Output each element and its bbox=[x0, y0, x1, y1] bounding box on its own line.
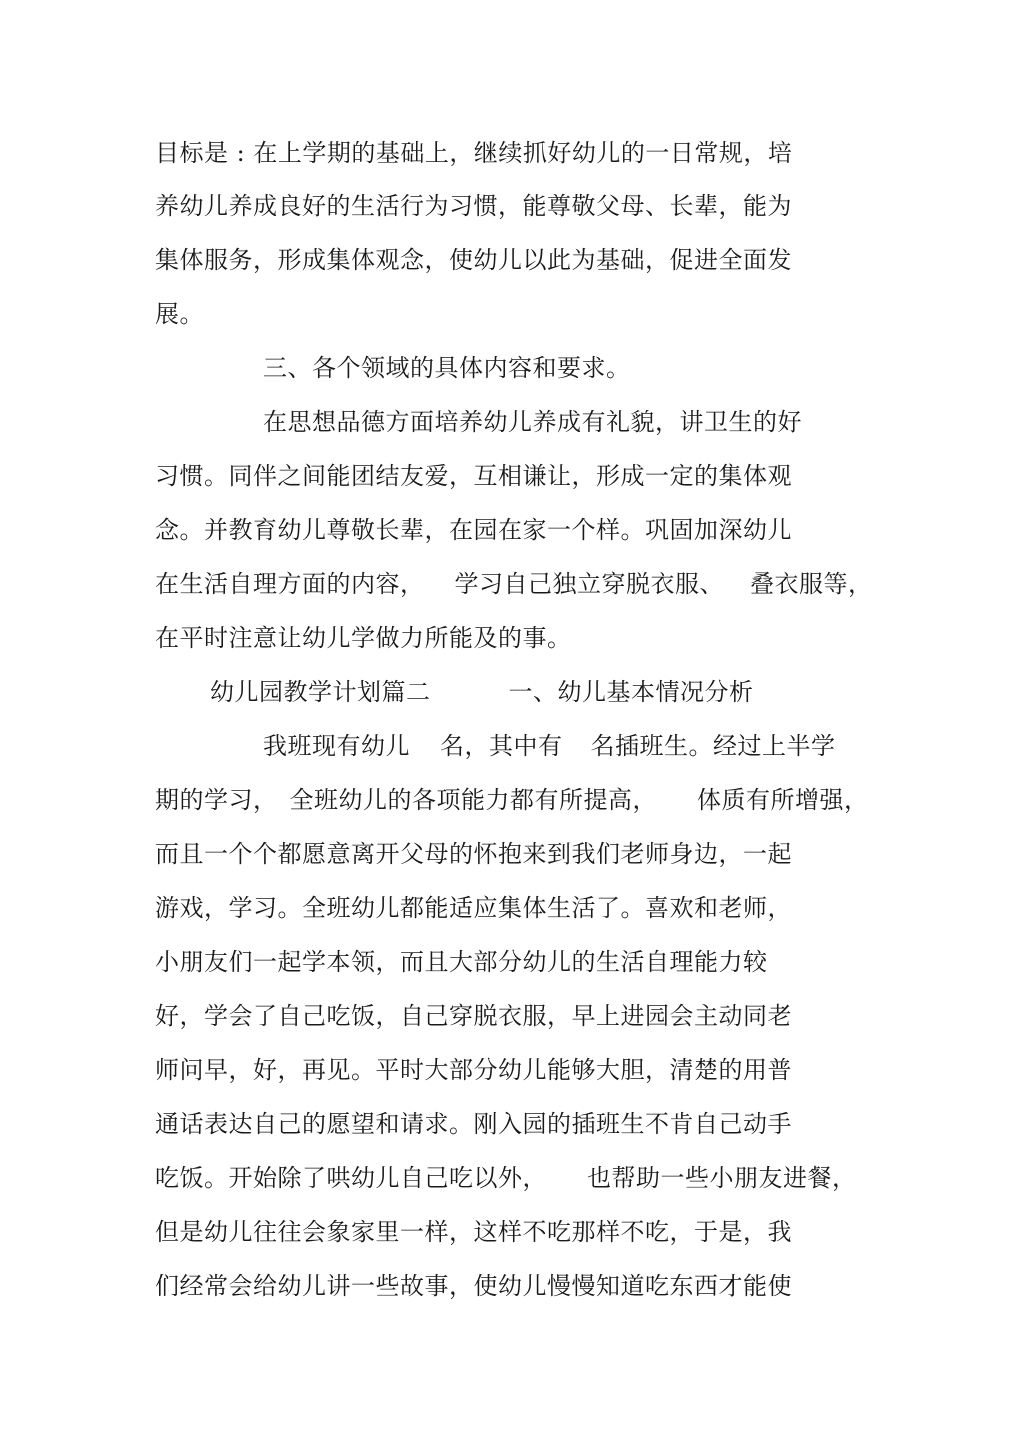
section-heading: 一、幼儿基本情况分析 bbox=[508, 678, 754, 706]
text-line: 们经常会给幼儿讲一些故事，使幼儿慢慢知道吃东西才能使 bbox=[155, 1272, 792, 1300]
text-segment: 体质有所增强， bbox=[697, 786, 869, 814]
text-line: 好，学会了自己吃饭，自己穿脱衣服，早上进园会主动同老 bbox=[155, 1002, 792, 1030]
text-line: 而且一个个都愿意离开父母的怀抱来到我们老师身边，一起 bbox=[155, 840, 792, 868]
text-line: 习惯。同伴之间能团结友爱，互相谦让，形成一定的集体观 bbox=[155, 462, 792, 490]
text-line bbox=[155, 564, 873, 604]
text-line bbox=[155, 780, 869, 820]
text-line: 在平时注意让幼儿学做力所能及的事。 bbox=[155, 624, 572, 652]
text-segment: 也帮助一些小朋友进餐， bbox=[587, 1164, 857, 1192]
text-line: 展。 bbox=[155, 300, 204, 328]
text-line bbox=[155, 1158, 857, 1198]
text-segment: 期的学习， bbox=[155, 786, 278, 814]
text-segment: 叠衣服等， bbox=[750, 570, 873, 598]
text-line: 游戏，学习。全班幼儿都能适应集体生活了。喜欢和老师， bbox=[155, 894, 792, 922]
text-line: 通话表达自己的愿望和请求。刚入园的插班生不肯自己动手 bbox=[155, 1110, 792, 1138]
paragraph-start-line: 在思想品德方面培养幼儿养成有礼貌，讲卫生的好 bbox=[263, 408, 802, 436]
text-line: 念。并教育幼儿尊敬长辈，在园在家一个样。巩固加深幼儿 bbox=[155, 516, 792, 544]
text-segment: 我班现有幼儿 bbox=[263, 732, 410, 760]
text-segment: 吃饭。开始除了哄幼儿自己吃以外， bbox=[155, 1164, 547, 1192]
text-line: 但是幼儿往往会象家里一样，这样不吃那样不吃，于是，我 bbox=[155, 1218, 792, 1246]
text-line: 养幼儿养成良好的生活行为习惯，能尊敬父母、长辈，能为 bbox=[155, 192, 792, 220]
section-title-line bbox=[210, 672, 754, 712]
text-line: 目标是 : 在上学期的基础上，继续抓好幼儿的一日常规，培 bbox=[155, 139, 793, 167]
text-line: 小朋友们一起学本领，而且大部分幼儿的生活自理能力较 bbox=[155, 948, 768, 976]
text-segment: 在生活自理方面的内容， bbox=[155, 570, 425, 598]
text-line: 师问早，好，再见。平时大部分幼儿能够大胆，清楚的用普 bbox=[155, 1056, 792, 1084]
article-title: 幼儿园教学计划篇二 bbox=[210, 678, 431, 706]
text-segment: 全班幼儿的各项能力都有所提高， bbox=[289, 786, 657, 814]
text-segment: 学习自己独立穿脱衣服、 bbox=[454, 570, 724, 598]
text-line: 集体服务，形成集体观念，使幼儿以此为基础，促进全面发 bbox=[155, 246, 792, 274]
paragraph-start-line bbox=[263, 726, 836, 766]
text-segment: 名，其中有 bbox=[440, 732, 563, 760]
text-segment: 名插班生。经过上半学 bbox=[590, 732, 836, 760]
section-heading: 三、各个领域的具体内容和要求。 bbox=[263, 354, 631, 382]
